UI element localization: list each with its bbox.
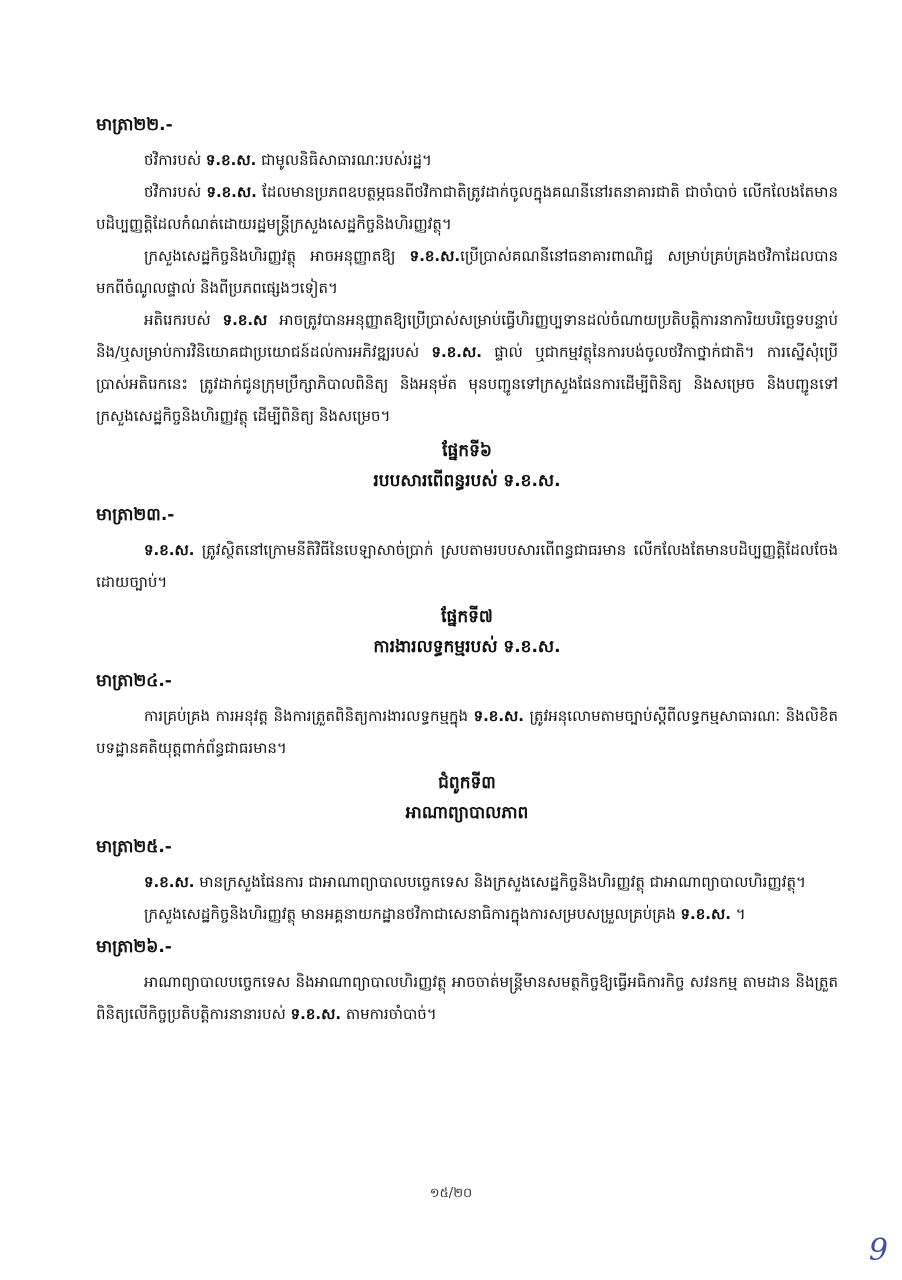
part-7-number: ផ្នែកទី៧ <box>441 607 493 627</box>
article-26-paragraph-1: អាណាព្យាបាលបច្ចេកទេស និងអាណាព្យាបាលហិរញ្ញវត្ថុ អាចចាត់មន្ត្រីមានសមត្ថកិច្ចឱ្យធ្វើអធិការកិច្ច សវនកម្ម តាមដាន និងត្រួតពិនិត្យលើកិច្ចប្រតិបត្តិការនានារបស់ ទ.ខ.ស. តាមការចាំបាច់។ <box>96 973 838 1023</box>
part-6-number: ផ្នែកទី៦ <box>442 441 492 461</box>
chapter-3-title: អាណាព្យាបាលភាព <box>405 803 529 823</box>
chapter-3-heading <box>96 768 838 828</box>
article-24-title: មាត្រា២៤.- <box>96 671 172 691</box>
article-22-title: មាត្រា២២.- <box>96 115 173 135</box>
part-7-title: ការងារលទ្ធកម្មរបស់ ទ.ខ.ស. <box>373 637 561 657</box>
article-23-title: មាត្រា២៣.- <box>96 505 175 525</box>
article-22-paragraph-1: ថវិការបស់ ទ.ខ.ស. ជាមូលនិធិសាធារណៈរបស់រដ្ឋ។ <box>144 151 432 169</box>
article-22-paragraph-2: ថវិការបស់ ទ.ខ.ស. ដែលមានប្រភពឧបត្ថម្ភធនពីថវិកាជាតិត្រូវដាក់ចូលក្នុងគណនីនៅរតនាគារជាតិ ជាចាំបាច់ លើកលែងតែមានបដិប្បញ្ញត្តិដែលកំណត់ដោយរដ្ឋមន្ត្រីក្រសួងសេដ្ឋកិច្ចនិងហិរញ្ញវត្ថុ។ <box>96 183 838 233</box>
article-23-paragraph-1: ទ.ខ.ស. ត្រូវស្ថិតនៅក្រោមនីតិវិធីនៃបេឡាសាច់ប្រាក់ ស្របតាមរបបសារពើពន្ធជាធរមាន លើកលែងតែមានបដិប្បញ្ញត្តិដែលចែងដោយច្បាប់។ <box>96 541 838 591</box>
article-22-paragraph-3: ក្រសួងសេដ្ឋកិច្ចនិងហិរញ្ញវត្ថុ អាចអនុញ្ញាតឱ្យ ទ.ខ.ស.ប្រើប្រាស់គណនីនៅធនាគារពាណិជ្ជ សម្រាប់គ្រប់គ្រងថវិកាដែលបានមកពីចំណូលផ្ទាល់ និងពីប្រភពផ្សេងៗទៀត។ <box>96 247 838 297</box>
article-25-paragraph-1: ទ.ខ.ស. មានក្រសួងផែនការ ជាអាណាព្យាបាលបច្ចេកទេស និងក្រសួងសេដ្ឋកិច្ចនិងហិរញ្ញវត្ថុ ជាអាណាព្យាបាលហិរញ្ញវត្ថុ។ <box>144 873 806 891</box>
article-22-paragraph-4: អតិរេករបស់ ទ.ខ.ស អាចត្រូវបានអនុញ្ញាតឱ្យប្រើប្រាស់សម្រាប់ធ្វើហិរញ្ញប្បទានដល់ចំណាយប្រតិបត្តិការនាការិយបរិច្ឆេទបន្ទាប់ និង/ឬសម្រាប់ការវិនិយោគជាប្រយោជន៍ដល់ការអភិវឌ្ឍរបស់ ទ.ខ.ស. ផ្ទាល់ ឬជាកម្មវត្ថុនៃការបង់ចូលថវិកាថ្នាក់ជាតិ។ ការស្នើសុំប្រើប្រាស់អតិរេកនេះ ត្រូវដាក់ជូនក្រុមប្រឹក្សាភិបាលពិនិត្យ និងអនុម័ត មុនបញ្ជូនទៅក្រសួងផែនការដើម្បីពិនិត្យ និងសម្រេច និងបញ្ជូនទៅក្រសួងសេដ្ឋកិច្ចនិងហិរញ្ញវត្ថុ ដើម្បីពិនិត្យ និងសម្រេច។ <box>96 311 838 425</box>
part-6-title: របបសារពើពន្ធរបស់ ទ.ខ.ស. <box>373 471 561 491</box>
handwritten-mark: 9 <box>868 1233 888 1268</box>
article-25-title: មាត្រា២៥.- <box>96 837 172 857</box>
article-26-title: មាត្រា២៦.- <box>96 937 172 957</box>
part-6-heading <box>96 436 838 496</box>
page-number: ១៥/២០ <box>429 1186 473 1201</box>
article-24-paragraph-1: ការគ្រប់គ្រង ការអនុវត្ត និងការត្រួតពិនិត្យការងារលទ្ធកម្មក្នុង ទ.ខ.ស. ត្រូវអនុលោមតាមច្បាប់ស្តីពីលទ្ធកម្មសាធារណៈ និងលិខិតបទដ្ឋានគតិយុត្តពាក់ព័ន្ធជាធរមាន។ <box>96 707 838 757</box>
document-body <box>96 108 838 1030</box>
article-25-paragraph-2: ក្រសួងសេដ្ឋកិច្ចនិងហិរញ្ញវត្ថុ មានអគ្គនាយកដ្ឋានថវិកាជាសេនាធិការក្នុងការសម្របសម្រួលគ្រប់គ្រង ទ.ខ.ស. ។ <box>144 905 746 923</box>
part-7-heading <box>96 602 838 662</box>
chapter-3-number: ជំពូកទី៣ <box>438 773 496 793</box>
